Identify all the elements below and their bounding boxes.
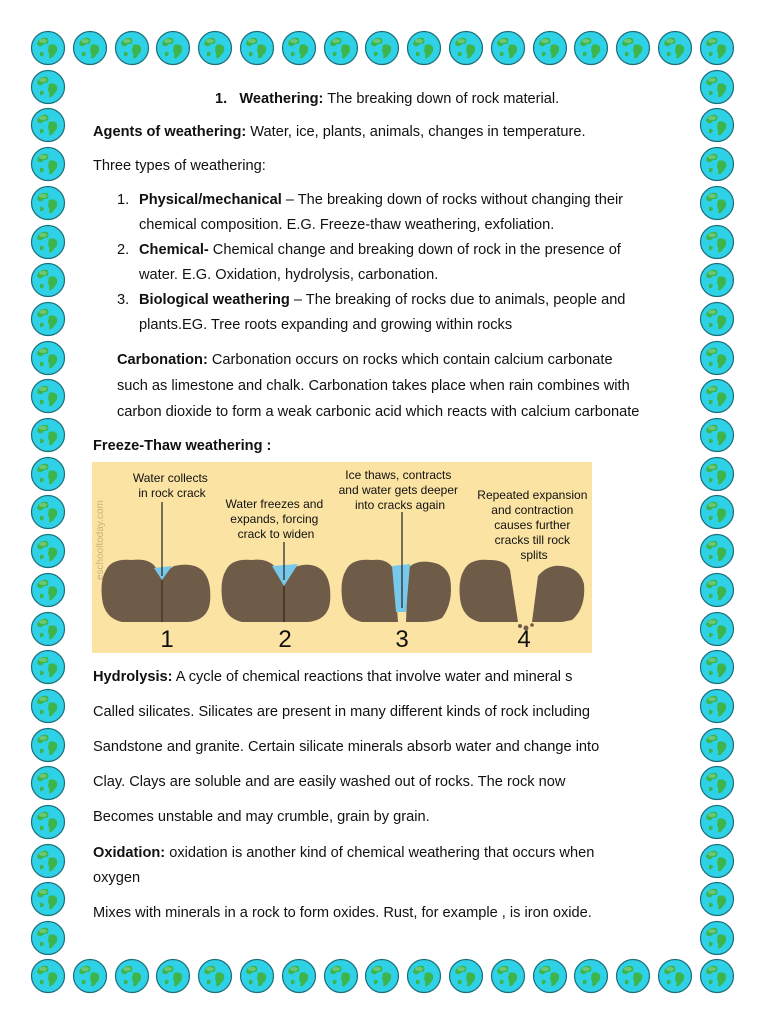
globe-icon	[490, 958, 526, 994]
diagram-watermark: eschooltoday.com	[95, 500, 106, 580]
agents-label: Agents of weathering:	[93, 124, 247, 140]
globe-icon	[448, 958, 484, 994]
rock	[532, 566, 584, 622]
label-line: in rock crack	[138, 486, 206, 500]
label-line: causes further	[494, 518, 571, 532]
globe-icon	[30, 843, 66, 879]
globe-icon	[30, 804, 66, 840]
text-line: Sandstone and granite. Certain silicate minerals absorb water and change into	[93, 739, 600, 755]
list-line: water. E.G. Oxidation, hydrolysis, carbonation.	[139, 267, 439, 283]
list-line	[139, 288, 683, 313]
label-line: and water gets deeper	[338, 483, 459, 497]
stage-number: 3	[395, 626, 409, 653]
globe-icon	[532, 958, 568, 994]
list-line	[139, 238, 683, 263]
carbonation-text: Carbonation occurs on rocks which contain calcium carbonate	[207, 352, 613, 368]
globe-icon	[699, 456, 735, 492]
list-item	[117, 188, 683, 238]
globe-icon	[30, 920, 66, 956]
text-line: Becomes unstable and may crumble, grain by grain.	[93, 809, 430, 825]
label-line: into cracks again	[354, 498, 446, 512]
globe-icon	[114, 30, 150, 66]
globe-icon	[30, 185, 66, 221]
globe-icon	[30, 881, 66, 917]
label-line: splits	[520, 548, 548, 562]
globe-icon	[699, 340, 735, 376]
globe-icon	[615, 958, 651, 994]
globe-icon	[573, 30, 609, 66]
list-item	[117, 238, 683, 288]
globe-icon	[30, 224, 66, 260]
types-intro: Three types of weathering:	[93, 158, 266, 174]
freeze-thaw-heading-text: Freeze-Thaw weathering :	[93, 438, 272, 454]
label-line: cracks till rock	[494, 533, 570, 547]
oxidation-paragraph	[93, 841, 683, 926]
globe-icon	[30, 301, 66, 337]
type-desc: – The breaking down of rocks without changing their	[281, 192, 624, 208]
globe-icon	[699, 920, 735, 956]
globe-icon	[30, 107, 66, 143]
globe-icon	[364, 30, 400, 66]
globe-icon	[448, 30, 484, 66]
globe-icon	[532, 30, 568, 66]
globe-icon	[699, 727, 735, 763]
globe-icon	[155, 958, 191, 994]
list-number: 3.	[117, 292, 130, 308]
globe-icon	[30, 146, 66, 182]
stage-number: 1	[160, 626, 174, 653]
rock	[406, 562, 451, 622]
globe-icon	[406, 30, 442, 66]
globe-icon	[30, 417, 66, 453]
stage-number: 2	[278, 626, 292, 653]
globe-icon	[30, 494, 66, 530]
oxidation-text: oxidation is another kind of chemical weathering that occurs when	[165, 845, 595, 861]
globe-icon	[30, 727, 66, 763]
globe-icon	[699, 185, 735, 221]
agents-text: Water, ice, plants, animals, changes in temperature.	[246, 124, 586, 140]
stage-number: 4	[517, 626, 531, 653]
globe-icon	[699, 765, 735, 801]
carbonation-paragraph	[117, 348, 687, 426]
globe-icon	[699, 378, 735, 414]
globe-icon	[699, 146, 735, 182]
globe-icon	[281, 958, 317, 994]
globe-icon	[699, 804, 735, 840]
globe-icon	[30, 958, 66, 994]
type-name: Physical/mechanical	[139, 192, 282, 208]
list-line: chemical composition. E.G. Freeze-thaw weathering, exfoliation.	[139, 217, 555, 233]
type-desc: – The breaking of rocks due to animals, people and	[289, 292, 626, 308]
globe-icon	[364, 958, 400, 994]
globe-icon	[699, 224, 735, 260]
globe-icon	[30, 649, 66, 685]
label-line: and contraction	[491, 503, 574, 517]
list-number: 1.	[117, 192, 130, 208]
type-name: Biological weathering	[139, 292, 290, 308]
label-line: Water freezes and	[225, 497, 324, 511]
freeze-thaw-heading	[93, 434, 683, 459]
text-line	[117, 348, 687, 374]
globe-icon	[30, 688, 66, 724]
stage-label	[226, 497, 327, 541]
globe-icon	[699, 533, 735, 569]
rock	[342, 560, 399, 622]
globe-icon	[30, 262, 66, 298]
globe-icon	[699, 881, 735, 917]
globe-icon	[699, 262, 735, 298]
hydrolysis-paragraph	[93, 665, 683, 840]
globe-icon	[281, 30, 317, 66]
globe-icon	[30, 30, 66, 66]
globe-icon	[490, 30, 526, 66]
globe-icon	[30, 69, 66, 105]
heading-number: 1.	[215, 91, 228, 107]
list-line: plants.EG. Tree roots expanding and growing within rocks	[139, 317, 513, 333]
text-line: Called silicates. Silicates are present in many different kinds of rock including	[93, 704, 590, 720]
globe-icon	[699, 494, 735, 530]
globe-icon	[657, 958, 693, 994]
agents-paragraph	[93, 120, 683, 145]
text-line	[93, 841, 683, 866]
type-name: Chemical-	[139, 242, 209, 258]
type-desc: Chemical change and breaking down of rock in the presence of	[208, 242, 621, 258]
globe-icon	[615, 30, 651, 66]
rock	[460, 560, 519, 622]
text-line: carbon dioxide to form a weak carbonic acid which reacts with calcium carbonate	[117, 404, 640, 420]
text-line	[93, 665, 683, 700]
label-line: Ice thaws, contracts	[345, 468, 452, 482]
globe-icon	[657, 30, 693, 66]
stage-label	[133, 471, 211, 500]
freeze-thaw-diagram	[92, 462, 592, 653]
globe-icon	[699, 649, 735, 685]
hydrolysis-text: A cycle of chemical reactions that involve water and mineral s	[172, 669, 573, 685]
globe-icon	[30, 456, 66, 492]
label-line: crack to widen	[237, 527, 315, 541]
list-number: 2.	[117, 242, 130, 258]
weathering-heading	[215, 87, 715, 112]
globe-icon	[699, 611, 735, 647]
label-line: Water collects	[132, 471, 208, 485]
heading-definition: The breaking down of rock material.	[323, 91, 560, 107]
text-line: oxygen	[93, 870, 141, 886]
oxidation-label: Oxidation:	[93, 845, 166, 861]
globe-icon	[197, 958, 233, 994]
globe-icon	[323, 958, 359, 994]
globe-icon	[72, 958, 108, 994]
globe-icon	[699, 301, 735, 337]
carbonation-label: Carbonation:	[117, 352, 208, 368]
globe-icon	[30, 378, 66, 414]
globe-icon	[30, 611, 66, 647]
globe-icon	[30, 765, 66, 801]
globe-icon	[699, 843, 735, 879]
globe-icon	[699, 958, 735, 994]
globe-icon	[699, 688, 735, 724]
globe-icon	[699, 30, 735, 66]
globe-icon	[239, 30, 275, 66]
globe-icon	[197, 30, 233, 66]
globe-icon	[699, 107, 735, 143]
globe-icon	[114, 958, 150, 994]
list-line	[139, 188, 683, 213]
stage-label	[339, 468, 462, 512]
globe-icon	[72, 30, 108, 66]
globe-icon	[239, 958, 275, 994]
globe-icon	[30, 533, 66, 569]
heading-term: Weathering:	[239, 91, 324, 107]
label-line: expands, forcing	[230, 512, 319, 526]
label-line: Repeated expansion	[477, 488, 588, 502]
hydrolysis-label: Hydrolysis:	[93, 669, 173, 685]
text-line: Clay. Clays are soluble and are easily washed out of rocks. The rock now	[93, 774, 566, 790]
globe-icon	[30, 340, 66, 376]
globe-icon	[573, 958, 609, 994]
globe-icon	[406, 958, 442, 994]
text-line: Mixes with minerals in a rock to form oxides. Rust, for example , is iron oxide.	[93, 905, 592, 921]
rock-fragment	[530, 623, 534, 627]
globe-icon	[30, 572, 66, 608]
list-item	[117, 288, 683, 338]
globe-icon	[323, 30, 359, 66]
globe-icon	[155, 30, 191, 66]
globe-icon	[699, 572, 735, 608]
globe-icon	[699, 417, 735, 453]
text-line: such as limestone and chalk. Carbonation takes place when rain combines with	[117, 378, 630, 394]
